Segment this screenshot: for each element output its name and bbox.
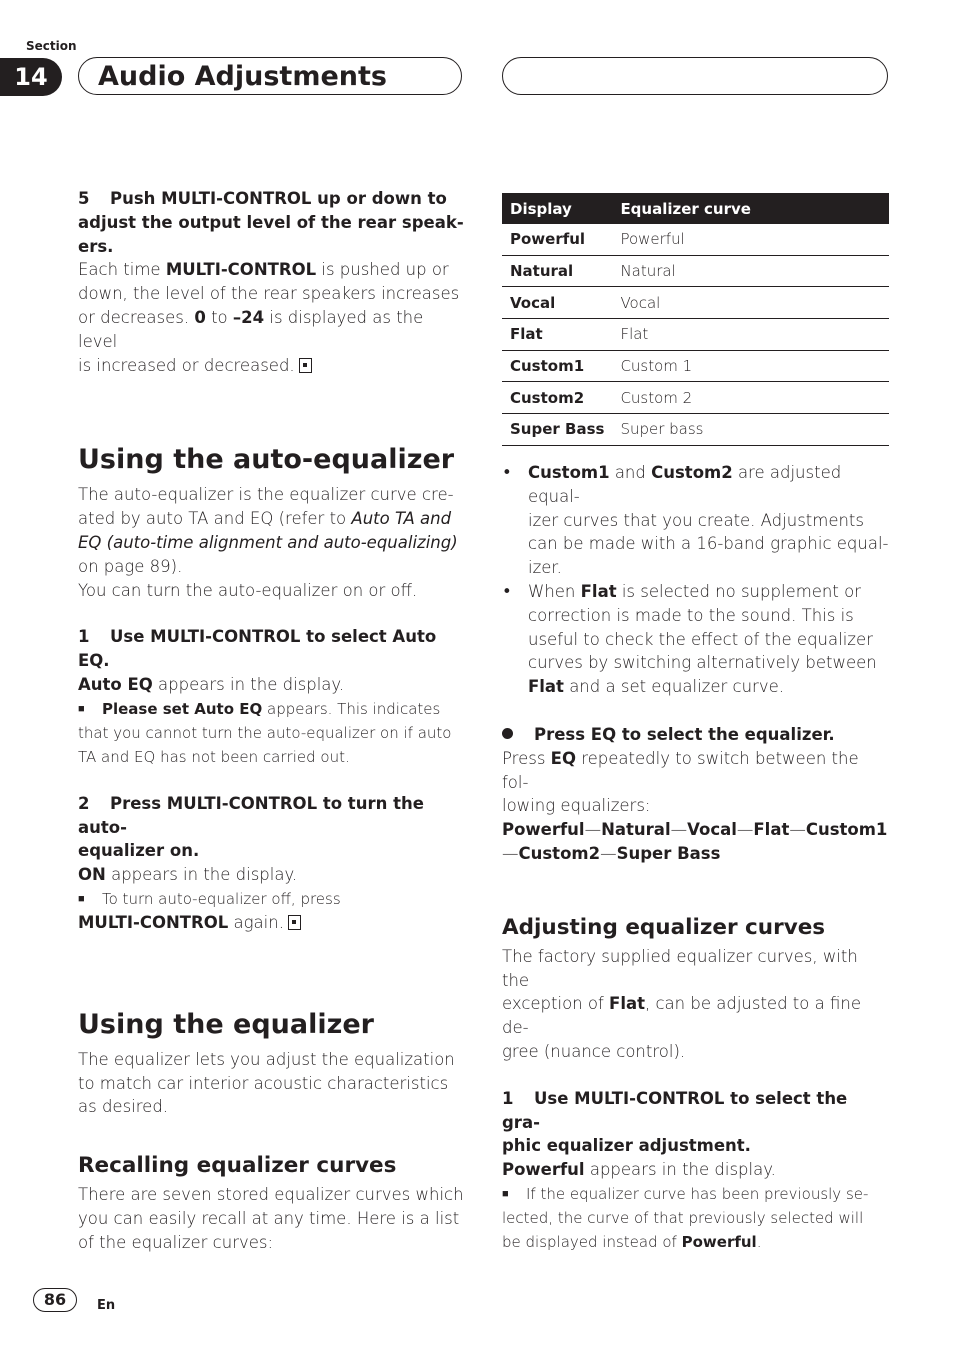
note-square-icon: ■	[78, 701, 85, 715]
note-square-icon: ■	[78, 891, 85, 905]
section-number-badge: 14	[0, 58, 62, 96]
right-column: • Custom1 and Custom2 are adjusted equal- izer curves that you create. Adjustments can be made with a 16-band graphic equal- izer. • When Flat is selected no supplement or correction is made to the sound. This is useful to check the effect of the equalizer curves by switching alternatively between Flat and a set equalizer curve. Press EQ to select the equalizer. Press EQ repeatedly to switch between the fol- lowing equalizers: Powerful—Natural—Vocal—Flat—Custom1 —Custom2—Super Bass Adjusting equalizer curves The factory supplied equalizer curves, with the exception of Flat, can be adjusted to a fine de- gree (nuance control). 1 Use MULTI-CONTROL to select the gra- phic equalizer adjustment. Powerful appears in the display. ■ If the equalizer curve has been previously se- lected, the curve of that previously selected will be displayed instead of Powerful.	[502, 461, 890, 1254]
table-row: Flat Flat	[502, 319, 889, 351]
page-number: 86	[33, 1288, 77, 1312]
end-of-section-icon	[288, 915, 301, 930]
equalizer-table-wrap	[502, 193, 889, 446]
heading-auto-equalizer: Using the auto-equalizer	[78, 444, 455, 476]
list-item: • Custom1 and Custom2 are adjusted equal- izer curves that you create. Adjustments can be made with a 16-band graphic equal- izer.	[502, 461, 890, 580]
end-of-section-icon	[299, 358, 312, 373]
left-column: 5 Push MULTI-CONTROL up or down to adjust the output level of the rear speak- ers. Each time MULTI-CONTROL is pushed up or down, the level of the rear speakers increases or decreases. 0 to –24 is displayed as the level is increased or decreased. Using the auto-equalizer The auto-equalizer is the equalizer curve cre- ated by auto TA and EQ (refer to Auto TA and EQ (auto-time alignment and auto-equalizing) on page 89). You can turn the auto-equalizer on or off. 1 Use MULTI-CONTROL to select Auto EQ. Auto EQ appears in the display. ■ Please set Auto EQ appears. This indicates that you cannot turn the auto-equalizer on if auto TA and EQ has not been carried out. 2 Press MULTI-CONTROL to turn the auto- equalizer on. ON appears in the display. ■ To turn auto-equalizer off, press MULTI-CONTROL again. Using the equalizer The equalizer lets you adjust the equalization to match car interior acoustic characteristics as desired. Recalling equalizer curves There are seven stored equalizer curves which you can easily recall at any time. Here is a list of the equalizer curves:	[78, 187, 466, 1255]
table-header-curve: Equalizer curve	[612, 193, 889, 224]
auto-eq-step-2: 2 Press MULTI-CONTROL to turn the auto- equalizer on. ON appears in the display. ■ To turn auto-equalizer off, press MULTI-CONTROL again.	[78, 793, 424, 932]
heading-using-equalizer: Using the equalizer	[78, 1008, 374, 1040]
step-5: 5 Push MULTI-CONTROL up or down to adjust the output level of the rear speak- ers. Each time MULTI-CONTROL is pushed up or down, the level of the rear speakers increases or decreases. 0 to –24 is displayed as the level is increased or decreased.	[78, 189, 464, 375]
table-header-display: Display	[502, 193, 612, 224]
subtitle-pill-frame	[502, 57, 888, 95]
table-row: Natural Natural	[502, 255, 889, 287]
heading-recalling-curves: Recalling equalizer curves	[78, 1153, 397, 1179]
note-square-icon: ■	[502, 1186, 509, 1200]
table-row: Powerful Powerful	[502, 224, 889, 255]
table-row: Super Bass Super bass	[502, 414, 889, 446]
press-eq-step: Press EQ to select the equalizer. Press EQ repeatedly to switch between the fol- lowing equalizers: Powerful—Natural—Vocal—Flat—Custom1 —Custom2—Super Bass	[502, 723, 890, 866]
step-dot-icon	[502, 728, 513, 739]
equalizer-curve-table	[502, 193, 889, 446]
section-label: Section	[26, 39, 77, 53]
page-title: Audio Adjustments	[98, 61, 387, 92]
language-label: En	[97, 1298, 116, 1313]
table-row: Vocal Vocal	[502, 287, 889, 319]
adjusting-step-1: 1 Use MULTI-CONTROL to select the gra- phic equalizer adjustment. Powerful appears in the display. ■ If the equalizer curve has been previously se- lected, the curve of that previously selected will be displayed instead of Powerful.	[502, 1088, 869, 1251]
equalizer-sequence: Powerful—Natural—Vocal—Flat—Custom1	[502, 820, 888, 840]
auto-eq-step-1: 1 Use MULTI-CONTROL to select Auto EQ. Auto EQ appears in the display. ■ Please set Auto EQ appears. This indicates that you cannot turn the auto-equalizer on if auto TA and EQ has not been carried out.	[78, 627, 452, 766]
custom-notes-list	[502, 461, 890, 699]
table-row: Custom2 Custom 2	[502, 382, 889, 414]
heading-adjusting-curves: Adjusting equalizer curves	[502, 914, 826, 940]
list-item: • When Flat is selected no supplement or correction is made to the sound. This is useful to check the effect of the equalizer curves by switching alternatively between Flat and a set equalizer curve.	[502, 580, 890, 699]
table-row: Custom1 Custom 1	[502, 350, 889, 382]
